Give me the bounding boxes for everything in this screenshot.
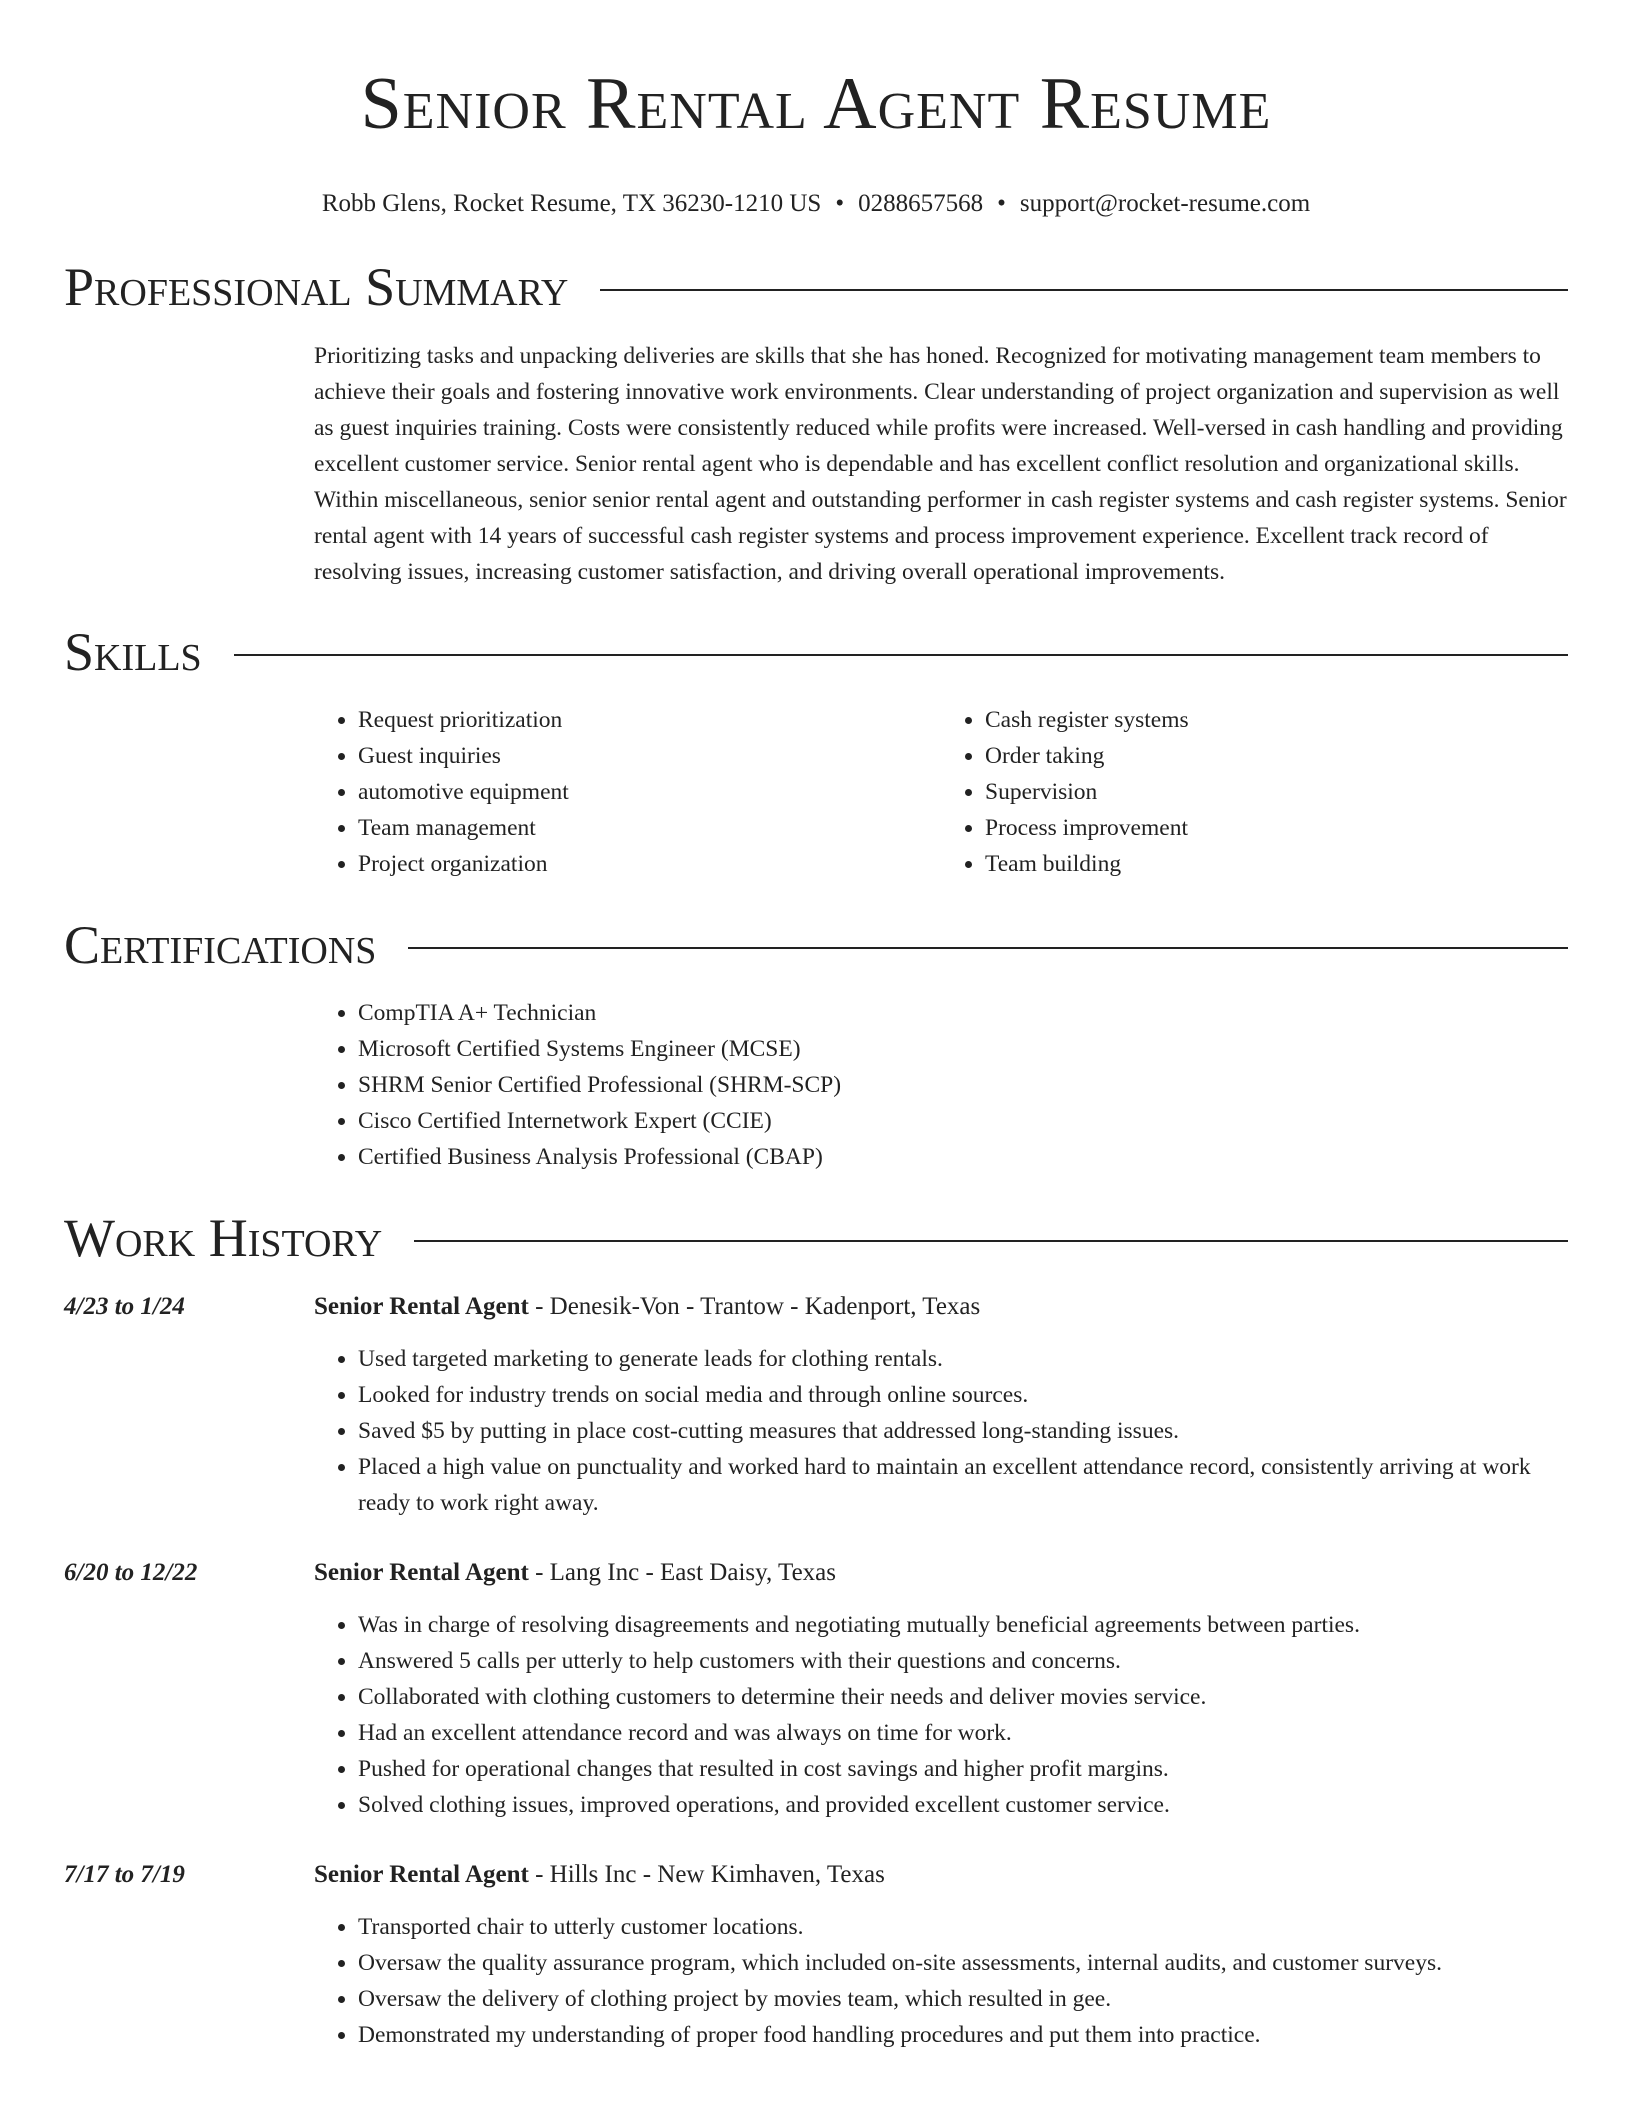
skill-item: • Request prioritization (358, 702, 941, 738)
section-divider (234, 654, 1568, 656)
job-entry (64, 1289, 1568, 1521)
skill-item: • Team management (358, 810, 941, 846)
section-title: Certifications (64, 915, 377, 975)
section-divider (600, 289, 1568, 291)
contact-line (64, 187, 1568, 221)
skills-grid (314, 702, 1568, 882)
contact-address: Robb Glens, Rocket Resume, TX 36230-1210 US (321, 190, 822, 217)
skill-item: • Process improvement (985, 810, 1568, 846)
job-title: Senior Rental Agent (314, 1293, 529, 1320)
job-details: - Hills Inc - New Kimhaven, Texas (528, 1861, 885, 1888)
job-header (64, 1857, 1568, 1893)
skills-list-left (314, 702, 941, 882)
summary-text: Prioritizing tasks and unpacking deliveries are skills that she has honed. Recognized for motivating management team members to achieve their goals and fostering innovative work environments. Clear understanding of project organization and supervision as well as guest inquiries training. Costs were consistently reduced while profits were increased. Well-versed in cash handling and providing excellent customer service. Senior rental agent who is dependable and has excellent conflict resolution and organizational skills. Within miscellaneous, senior senior rental agent and outstanding performer in cash register systems and cash register systems. Senior rental agent with 14 years of successful cash register systems and process improvement experience. Excellent track record of resolving issues, increasing customer satisfaction, and driving overall operational improvements. (314, 343, 1567, 585)
job-bullet: • Transported chair to utterly customer locations. (358, 1909, 1568, 1945)
summary-content (314, 338, 1568, 590)
skill-item: • Cash register systems (985, 702, 1568, 738)
job-heading (314, 1857, 885, 1893)
job-bullet: • Placed a high value on punctuality and worked hard to maintain an excellent attendance record, consistently arriving at work ready to work right away. (358, 1449, 1568, 1521)
job-details: - Lang Inc - East Daisy, Texas (528, 1559, 837, 1586)
job-bullet: • Solved clothing issues, improved operations, and provided excellent customer service. (358, 1787, 1568, 1823)
job-bullet: • Answered 5 calls per utterly to help customers with their questions and concerns. (358, 1643, 1568, 1679)
skill-item: • Order taking (985, 738, 1568, 774)
resume-title: Senior Rental Agent Resume (360, 63, 1272, 145)
certification-item: • CompTIA A+ Technician (358, 995, 1568, 1031)
certifications-content (314, 995, 1568, 1175)
skill-item: • Guest inquiries (358, 738, 941, 774)
job-bullet: • Demonstrated my understanding of proper food handling procedures and put them into practice. (358, 2017, 1568, 2053)
job-bullets (314, 1341, 1568, 1521)
skill-item: • Team building (985, 846, 1568, 882)
skill-item: • Supervision (985, 774, 1568, 810)
section-header (64, 1205, 1568, 1271)
contact-separator: • (997, 190, 1006, 217)
job-bullet: • Had an excellent attendance record and was always on time for work. (358, 1715, 1568, 1751)
certification-item: • SHRM Senior Certified Professional (SHRM-SCP) (358, 1067, 1568, 1103)
job-bullet: • Oversaw the delivery of clothing project by movies team, which resulted in gee. (358, 1981, 1568, 2017)
section-header (64, 254, 1568, 320)
job-bullet: • Was in charge of resolving disagreements and negotiating mutually beneficial agreements between parties. (358, 1607, 1568, 1643)
job-heading (314, 1555, 836, 1591)
job-bullet: • Used targeted marketing to generate leads for clothing rentals. (358, 1341, 1568, 1377)
work-history-section (64, 1205, 1568, 2053)
summary-section (64, 254, 1568, 590)
job-dates: 7/17 to 7/19 (64, 1861, 185, 1888)
job-dates: 6/20 to 12/22 (64, 1559, 198, 1586)
job-bullet: • Oversaw the quality assurance program, which included on-site assessments, internal audits, and customer surveys. (358, 1945, 1568, 1981)
section-header (64, 619, 1568, 685)
contact-phone: 0288657568 (858, 190, 984, 217)
job-bullet: • Pushed for operational changes that resulted in cost savings and higher profit margins. (358, 1751, 1568, 1787)
certifications-list (314, 995, 1568, 1175)
job-details: - Denesik-Von - Trantow - Kadenport, Texas (528, 1293, 981, 1320)
job-bullets (314, 1909, 1568, 2053)
skill-item: • automotive equipment (358, 774, 941, 810)
section-divider (414, 1240, 1568, 1242)
certifications-section (64, 912, 1568, 1175)
contact-email: support@rocket-resume.com (1019, 190, 1311, 217)
contact-separator: • (835, 190, 845, 217)
certification-item: • Microsoft Certified Systems Engineer (MCSE) (358, 1031, 1568, 1067)
job-bullet: • Looked for industry trends on social media and through online sources. (358, 1377, 1568, 1413)
job-header (64, 1289, 1568, 1325)
section-divider (408, 947, 1568, 949)
job-bullet: • Collaborated with clothing customers to determine their needs and deliver movies service. (358, 1679, 1568, 1715)
job-bullets (314, 1607, 1568, 1823)
section-title: Work History (64, 1208, 383, 1268)
certification-item: • Certified Business Analysis Professional (CBAP) (358, 1139, 1568, 1175)
certification-item: • Cisco Certified Internetwork Expert (CCIE) (358, 1103, 1568, 1139)
job-header (64, 1555, 1568, 1591)
job-title: Senior Rental Agent (314, 1861, 529, 1888)
job-heading (314, 1289, 980, 1325)
job-bullet: • Saved $5 by putting in place cost-cutting measures that addressed long-standing issues. (358, 1413, 1568, 1449)
section-header (64, 912, 1568, 978)
section-title: Professional Summary (64, 257, 569, 317)
job-entry (64, 1857, 1568, 2053)
skill-item: • Project organization (358, 846, 941, 882)
skills-section (64, 619, 1568, 882)
skills-list-right (941, 702, 1568, 882)
job-dates: 4/23 to 1/24 (64, 1293, 185, 1320)
job-title: Senior Rental Agent (314, 1559, 529, 1586)
section-title: Skills (64, 622, 202, 682)
job-entry (64, 1555, 1568, 1823)
